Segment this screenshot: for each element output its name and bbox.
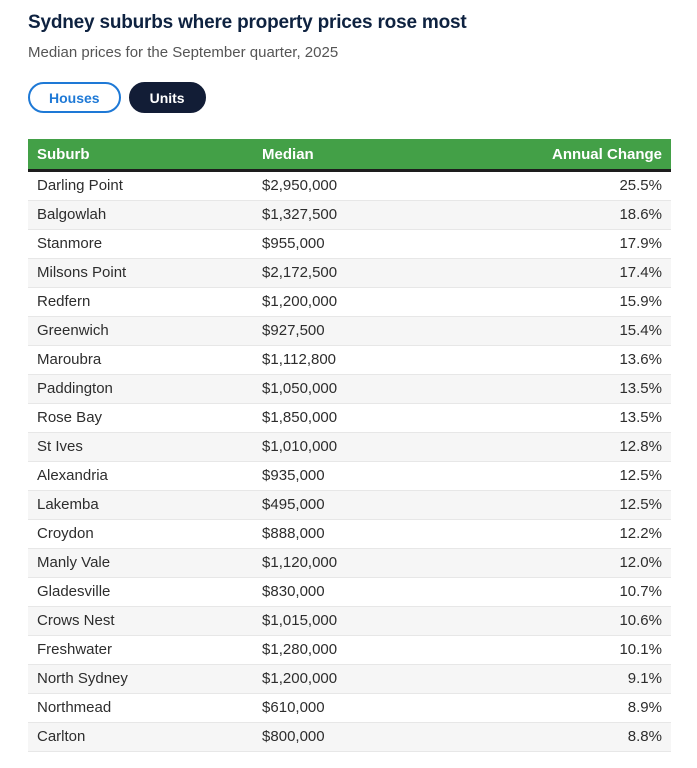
median-cell: $1,327,500 bbox=[262, 206, 338, 223]
table-row bbox=[28, 607, 671, 636]
annual-change-cell: 15.4% bbox=[619, 322, 662, 339]
suburb-cell: Freshwater bbox=[37, 641, 113, 658]
median-cell: $955,000 bbox=[262, 235, 325, 252]
median-cell: $1,200,000 bbox=[262, 670, 338, 687]
suburb-cell: Paddington bbox=[37, 380, 113, 397]
table-row bbox=[28, 288, 671, 317]
suburb-cell: North Sydney bbox=[37, 670, 128, 687]
suburb-cell: Darling Point bbox=[37, 177, 123, 194]
annual-change-cell: 13.5% bbox=[619, 409, 662, 426]
annual-change-cell: 17.4% bbox=[619, 264, 662, 281]
annual-change-cell: 17.9% bbox=[619, 235, 662, 252]
median-cell: $1,050,000 bbox=[262, 380, 338, 397]
annual-change-cell: 8.9% bbox=[627, 699, 662, 716]
median-cell: $830,000 bbox=[262, 583, 325, 600]
property-type-toggle bbox=[28, 82, 671, 113]
suburb-cell: Maroubra bbox=[37, 351, 102, 368]
annual-change-cell: 12.2% bbox=[619, 525, 662, 542]
annual-change-cell: 13.6% bbox=[619, 351, 662, 368]
suburb-cell: Milsons Point bbox=[37, 264, 127, 281]
suburb-cell: Stanmore bbox=[37, 235, 103, 252]
suburb-cell: Lakemba bbox=[37, 496, 99, 513]
table-row bbox=[28, 491, 671, 520]
suburb-cell: Northmead bbox=[37, 699, 112, 716]
table-row bbox=[28, 549, 671, 578]
table-row bbox=[28, 346, 671, 375]
annual-change-cell: 8.8% bbox=[627, 728, 662, 745]
median-cell: $1,120,000 bbox=[262, 554, 338, 571]
suburb-cell: Alexandria bbox=[37, 467, 108, 484]
table-header-row bbox=[28, 139, 671, 171]
suburbs-table bbox=[28, 139, 671, 752]
annual-change-cell: 18.6% bbox=[619, 206, 662, 223]
median-cell: $927,500 bbox=[262, 322, 325, 339]
annual-change-cell: 9.1% bbox=[627, 670, 662, 687]
column-header-median: Median bbox=[253, 139, 497, 171]
suburb-cell: Greenwich bbox=[37, 322, 109, 339]
suburb-cell: Croydon bbox=[37, 525, 94, 542]
annual-change-cell: 12.8% bbox=[619, 438, 662, 455]
median-cell: $1,280,000 bbox=[262, 641, 338, 658]
suburbs-table-container bbox=[28, 139, 671, 752]
suburb-cell: Balgowlah bbox=[37, 206, 107, 223]
table-row bbox=[28, 230, 671, 259]
median-cell: $1,200,000 bbox=[262, 293, 338, 310]
median-cell: $2,172,500 bbox=[262, 264, 338, 281]
annual-change-cell: 10.7% bbox=[619, 583, 662, 600]
table-row bbox=[28, 520, 671, 549]
table-row bbox=[28, 404, 671, 433]
column-header-annual-change: Annual Change bbox=[497, 139, 671, 171]
annual-change-cell: 12.5% bbox=[619, 496, 662, 513]
table-row bbox=[28, 259, 671, 288]
suburbs-table-body bbox=[28, 171, 671, 752]
table-row bbox=[28, 462, 671, 491]
table-row bbox=[28, 201, 671, 230]
median-cell: $1,015,000 bbox=[262, 612, 338, 629]
annual-change-cell: 25.5% bbox=[619, 177, 662, 194]
annual-change-cell: 15.9% bbox=[619, 293, 662, 310]
suburb-cell: Gladesville bbox=[37, 583, 111, 600]
median-cell: $800,000 bbox=[262, 728, 325, 745]
table-row bbox=[28, 665, 671, 694]
table-row bbox=[28, 694, 671, 723]
suburb-cell: Crows Nest bbox=[37, 612, 115, 629]
annual-change-cell: 10.1% bbox=[619, 641, 662, 658]
median-cell: $2,950,000 bbox=[262, 177, 338, 194]
suburb-cell: Redfern bbox=[37, 293, 91, 310]
annual-change-cell: 10.6% bbox=[619, 612, 662, 629]
units-toggle-button[interactable]: Units bbox=[129, 82, 206, 113]
median-cell: $610,000 bbox=[262, 699, 325, 716]
table-row bbox=[28, 375, 671, 404]
page-subtitle: Median prices for the September quarter, 2025 bbox=[28, 44, 339, 61]
suburb-cell: Manly Vale bbox=[37, 554, 111, 571]
annual-change-cell: 12.0% bbox=[619, 554, 662, 571]
annual-change-cell: 13.5% bbox=[619, 380, 662, 397]
table-row bbox=[28, 723, 671, 752]
column-header-suburb: Suburb bbox=[28, 139, 253, 171]
houses-toggle-button[interactable]: Houses bbox=[28, 82, 121, 113]
median-cell: $888,000 bbox=[262, 525, 325, 542]
median-cell: $495,000 bbox=[262, 496, 325, 513]
suburb-cell: St Ives bbox=[37, 438, 83, 455]
annual-change-cell: 12.5% bbox=[619, 467, 662, 484]
table-row bbox=[28, 636, 671, 665]
median-cell: $1,850,000 bbox=[262, 409, 338, 426]
median-cell: $935,000 bbox=[262, 467, 325, 484]
suburb-cell: Carlton bbox=[37, 728, 86, 745]
table-row bbox=[28, 317, 671, 346]
suburb-cell: Rose Bay bbox=[37, 409, 103, 426]
table-row bbox=[28, 578, 671, 607]
median-cell: $1,112,800 bbox=[262, 351, 337, 368]
table-row bbox=[28, 171, 671, 201]
table-row bbox=[28, 433, 671, 462]
page-title: Sydney suburbs where property prices rose most bbox=[28, 12, 467, 33]
median-cell: $1,010,000 bbox=[262, 438, 338, 455]
